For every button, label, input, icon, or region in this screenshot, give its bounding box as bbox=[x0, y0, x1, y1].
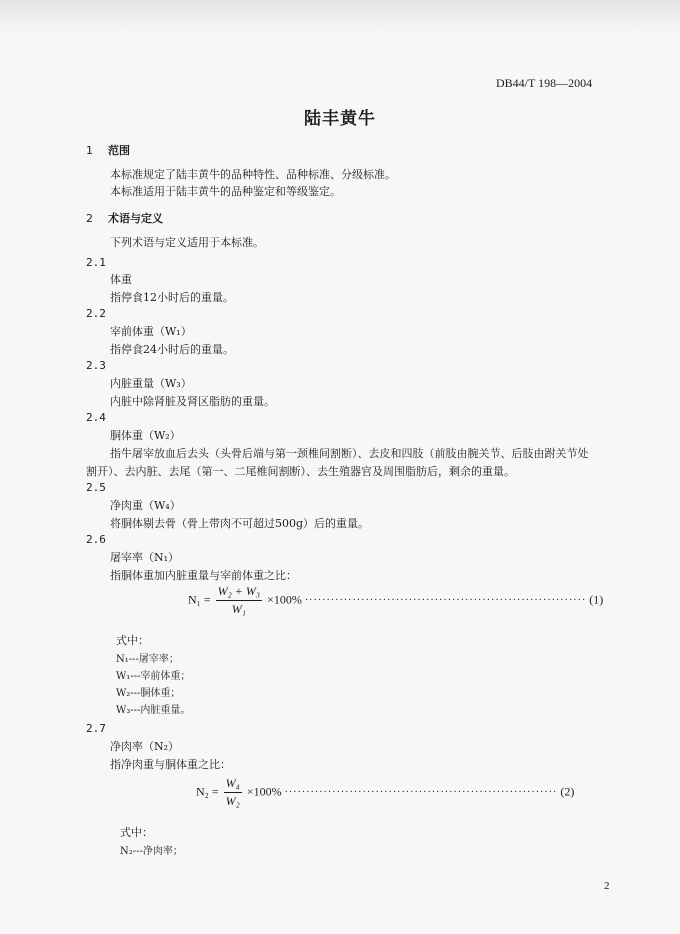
formula-rhs: ×100% bbox=[246, 784, 282, 799]
where-label: 式中： bbox=[120, 826, 153, 839]
term-number: 2.6 bbox=[86, 533, 106, 546]
section-2-heading bbox=[86, 210, 163, 226]
section-1-heading bbox=[86, 142, 130, 158]
terms-intro: 下列术语与定义适用于本标准。 bbox=[110, 236, 264, 249]
term-definition: 指停食12小时后的重量。 bbox=[110, 291, 234, 304]
variable-definition: N₂---净肉率； bbox=[120, 846, 183, 857]
formula-fraction bbox=[216, 584, 262, 617]
term-name: 宰前体重（W₁） bbox=[110, 325, 192, 338]
scope-paragraph-1: 本标准规定了陆丰黄牛的品种特性、品种标准、分级标准。 bbox=[110, 168, 396, 181]
term-definition: 指胴体重加内脏重量与宰前体重之比： bbox=[110, 569, 297, 582]
formula-numerator: W₂ + W₃ bbox=[216, 584, 262, 601]
formula-net-meat-rate bbox=[196, 776, 574, 809]
term-definition: 指净肉重与胴体重之比： bbox=[110, 758, 231, 771]
formula-slaughter-rate bbox=[188, 584, 603, 617]
scope-paragraph-2: 本标准适用于陆丰黄牛的品种鉴定和等级鉴定。 bbox=[110, 185, 341, 198]
where-label: 式中： bbox=[116, 634, 149, 647]
document-title: 陆丰黄牛 bbox=[304, 109, 376, 129]
term-name: 净肉率（N₂） bbox=[110, 740, 180, 753]
term-number: 2.3 bbox=[86, 359, 106, 372]
formula-numerator: W₄ bbox=[224, 776, 242, 793]
term-number: 2.2 bbox=[86, 307, 106, 320]
variable-definition: N₁---屠宰率； bbox=[116, 654, 179, 665]
formula-lhs: N₁ = bbox=[188, 592, 211, 607]
section-title: 术语与定义 bbox=[108, 212, 163, 225]
term-name: 体重 bbox=[110, 273, 132, 286]
formula-lhs: N₂ = bbox=[196, 784, 219, 799]
document-code: DB44/T 198—2004 bbox=[496, 76, 593, 90]
section-number: 2 bbox=[86, 212, 93, 225]
formula-leader-dots: ······························································· bbox=[284, 787, 558, 799]
term-definition: 内脏中除肾脏及肾区脂肪的重量。 bbox=[110, 395, 275, 408]
term-definition: 指牛屠宰放血后去头（头骨后端与第一颈椎间割断）、去皮和四肢（前肢由腕关节、后肢由跗关节处割开）、去内脏、去尾（第一、二尾椎间割断）、去生殖器官及周围脂肪后，剩余的重量。 bbox=[86, 447, 589, 478]
term-number: 2.4 bbox=[86, 411, 106, 424]
section-number: 1 bbox=[86, 144, 93, 157]
term-number: 2.1 bbox=[86, 256, 106, 269]
equation-number: (1) bbox=[589, 592, 604, 607]
page-number: 2 bbox=[604, 880, 610, 892]
term-definition: 将胴体剔去骨（骨上带肉不可超过500g）后的重量。 bbox=[110, 517, 370, 530]
variable-definition: W₃---内脏重量。 bbox=[116, 705, 191, 716]
scan-top-band bbox=[0, 0, 680, 42]
equation-number: (2) bbox=[560, 784, 575, 799]
term-definition: 指停食24小时后的重量。 bbox=[110, 343, 234, 356]
term-name: 屠宰率（N₁） bbox=[110, 551, 180, 564]
term-number: 2.7 bbox=[86, 722, 106, 735]
term-name: 内脏重量（W₃） bbox=[110, 377, 192, 390]
variable-definition: W₁---宰前体重； bbox=[116, 671, 191, 682]
term-name: 胴体重（W₂） bbox=[110, 429, 181, 442]
variable-definition: W₂---胴体重； bbox=[116, 688, 181, 699]
formula-rhs: ×100% bbox=[267, 592, 302, 607]
formula-leader-dots: ································································· bbox=[304, 595, 587, 607]
formula-denominator: W₁ bbox=[231, 602, 246, 616]
term-number: 2.5 bbox=[86, 481, 106, 494]
formula-fraction bbox=[224, 776, 242, 809]
section-title: 范围 bbox=[108, 144, 130, 157]
formula-denominator: W₂ bbox=[225, 794, 240, 808]
term-name: 净肉重（W₄） bbox=[110, 499, 181, 512]
